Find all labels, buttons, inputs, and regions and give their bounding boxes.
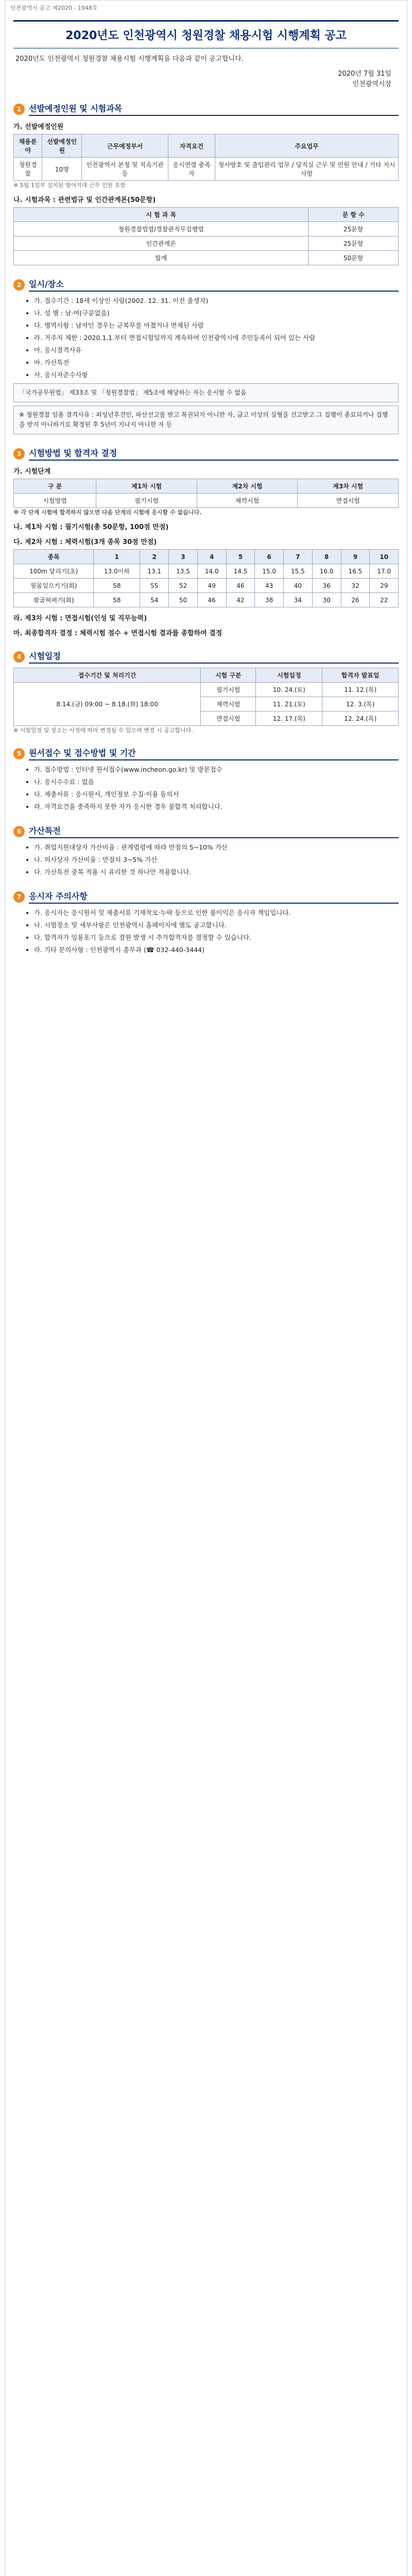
table-cell: 32 — [341, 579, 370, 593]
subheading: 라. 제3차 시험 : 면접시험(인성 및 직무능력) — [13, 615, 147, 622]
table-cell: 10. 24.(토) — [256, 683, 322, 697]
section-number: 1 — [13, 104, 25, 115]
col-header: 제1차 시험 — [96, 479, 197, 494]
notice-number: 인천광역시 공고 제2020 - 1948호 — [10, 5, 98, 11]
section-header — [13, 890, 399, 904]
col-header: 구 분 — [14, 479, 96, 494]
col-header: 9 — [341, 550, 370, 564]
table-cell: 13.1 — [140, 564, 169, 579]
table-cell: 16.0 — [312, 564, 341, 579]
list-item: • 라. 자격요건을 충족하지 못한 자가 응시한 경우 불합격 처리합니다. — [34, 802, 399, 812]
col-header: 시험일정 — [256, 668, 322, 683]
col-header: 접수기간 및 처리기간 — [14, 668, 201, 683]
application-list — [13, 765, 399, 812]
section-title: 응시자 주의사항 — [29, 890, 399, 904]
col-header: 자격요건 — [168, 134, 215, 158]
table-cell: 52 — [169, 579, 198, 593]
list-item: • 가. 응시자는 응시원서 및 제출서류 기재착오·누락 등으로 인한 불이익은 응시자 책임입니다. — [34, 908, 399, 918]
col-header: 2 — [140, 550, 169, 564]
section-5 — [13, 747, 399, 812]
table-cell: 11. 21.(토) — [256, 697, 322, 711]
col-header: 8 — [312, 550, 341, 564]
col-header: 문 항 수 — [308, 208, 399, 222]
intro-text: 2020년도 인천광역시 청원경찰 채용시험 시행계획을 다음과 같이 공고합니다. — [15, 55, 244, 63]
table-cell: 청원경찰 — [14, 158, 42, 181]
schedule-table — [13, 668, 399, 726]
table-cell: 54 — [140, 593, 169, 607]
table-cell: 응시연령 충족자 — [168, 158, 215, 181]
section-title: 시험방법 및 합격자 결정 — [29, 447, 399, 461]
note: ※ 시험일정 및 장소는 사정에 따라 변경될 수 있으며 변경 시 공고합니다. — [13, 727, 193, 734]
section-header — [13, 278, 399, 292]
caution-list — [13, 908, 399, 955]
table-cell: 25문항 — [308, 222, 399, 236]
table-cell: 38 — [255, 593, 284, 607]
recruit-table — [13, 134, 399, 181]
table-cell: 인간관계론 — [14, 236, 308, 251]
table-cell: 30 — [312, 593, 341, 607]
col-header: 시 험 과 목 — [14, 208, 308, 222]
issue-date: 2020년 7월 31일 — [338, 70, 391, 78]
section-number: 7 — [13, 891, 25, 903]
section-title: 선발예정인원 및 시험과목 — [29, 102, 399, 116]
table-cell: 49 — [197, 579, 226, 593]
subheading: 가. 시험단계 — [13, 468, 51, 476]
section-2 — [13, 278, 399, 434]
list-item: • 라. 기타 문의사항 : 인천광역시 총무과 (☎ 032-440-3444) — [34, 945, 399, 955]
col-header: 채용분야 — [14, 134, 42, 158]
table-cell: 17.0 — [370, 564, 399, 579]
col-header: 1 — [94, 550, 140, 564]
col-header: 10 — [370, 550, 399, 564]
section-number: 6 — [13, 826, 25, 837]
table-cell: 46 — [197, 593, 226, 607]
table-cell: 12. 24.(목) — [322, 711, 399, 726]
list-item: • 나. 시험장소 및 세부사항은 인천광역시 홈페이지에 별도 공고합니다. — [34, 920, 399, 930]
col-header: 5 — [226, 550, 255, 564]
list-item: • 다. 합격자가 임용포기 등으로 결원 발생 시 추가합격자를 결정할 수 있습니다. — [34, 933, 399, 943]
table-cell: 16.5 — [341, 564, 370, 579]
col-header: 제3차 시험 — [298, 479, 399, 494]
section-header — [13, 650, 399, 664]
col-header: 3 — [169, 550, 198, 564]
table-cell: 29 — [370, 579, 399, 593]
col-header: 4 — [197, 550, 226, 564]
col-header: 종목 — [14, 550, 94, 564]
col-header: 주요업무 — [215, 134, 399, 158]
table-cell: 50 — [169, 593, 198, 607]
table-cell: 청원경찰법령/경찰관직무집행법 — [14, 222, 308, 236]
table-cell: 55 — [140, 579, 169, 593]
col-header: 6 — [255, 550, 284, 564]
subheading: 나. 시험과목 : 관련법규 및 인간관계론(50문항) — [13, 196, 156, 204]
table-cell: 43 — [255, 579, 284, 593]
table-cell: 12. 17.(목) — [256, 711, 322, 726]
section-header — [13, 102, 399, 116]
table-cell: 14.5 — [226, 564, 255, 579]
section-7 — [13, 890, 399, 955]
table-cell: 13.5 — [169, 564, 198, 579]
section-number: 2 — [13, 279, 25, 291]
col-header: 시험 구분 — [201, 668, 256, 683]
disqualification-box: 「국가공무원법」 제33조 및 「청원경찰법」 제5조에 해당하는 자는 응시할 수 없음 — [13, 383, 399, 402]
exam-stage-table — [13, 479, 399, 508]
subjects-table — [13, 207, 399, 265]
fitness-table — [13, 549, 399, 607]
table-cell: 13.0이하 — [94, 564, 140, 579]
table-cell: 46 — [226, 579, 255, 593]
table-cell: 면접시험 — [298, 494, 399, 508]
table-cell: 58 — [94, 593, 140, 607]
table-cell: 11. 12.(목) — [322, 683, 399, 697]
table-cell: 36 — [312, 579, 341, 593]
table-cell: 40 — [284, 579, 313, 593]
bonus-list — [13, 842, 399, 877]
col-header: 선발예정인원 — [42, 134, 82, 158]
section-number: 3 — [13, 448, 25, 460]
list-item: • 마. 응시결격사유 — [34, 345, 399, 355]
note: ※ 각 단계 시험에 합격하지 않으면 다음 단계의 시험에 응시할 수 없습니다. — [13, 509, 202, 516]
table-cell: 윗몸일으키기(회) — [14, 579, 94, 593]
table-cell: 42 — [226, 593, 255, 607]
qualification-list — [13, 296, 399, 380]
col-header: 합격자 발표일 — [322, 668, 399, 683]
disqualification-detail: ※ 청원경찰 임용 결격사유 : 피성년후견인, 파산선고를 받고 복권되지 아니한 자, 금고 이상의 실형을 선고받고 그 집행이 종료되거나 집행을 받지 아니하기로 확정된 후 5년이 지나지 아니한 자 등 — [13, 405, 399, 434]
section-header — [13, 824, 399, 838]
list-item: • 사. 응시자준수사항 — [34, 370, 399, 380]
list-item: • 가. 접수기간 : 18세 이상인 사람(2002. 12. 31. 이전 출생자) — [34, 296, 399, 306]
table-cell: 50문항 — [308, 251, 399, 265]
col-header: 7 — [284, 550, 313, 564]
list-item: • 다. 가산특전 중복 적용 시 유리한 것 하나만 적용합니다. — [34, 867, 399, 877]
list-item: • 나. 성 별 : 남·여(구분없음) — [34, 308, 399, 318]
section-header — [13, 747, 399, 760]
issue-date-block — [21, 69, 391, 90]
table-cell: 25문항 — [308, 236, 399, 251]
table-cell: 시험방법 — [14, 494, 96, 508]
subheading: 나. 제1차 시험 : 필기시험(총 50문항, 100점 만점) — [13, 523, 169, 531]
table-cell: 100m 달리기(초) — [14, 564, 94, 579]
section-number: 4 — [13, 651, 25, 663]
table-cell: 14.0 — [197, 564, 226, 579]
table-cell: 청사방호 및 출입관리 업무 / 당직실 근무 및 민원 안내 / 기타 지시사항 — [215, 158, 399, 181]
section-title: 가산특전 — [29, 824, 399, 838]
table-cell: 인천광역시 본청 및 직속기관 등 — [82, 158, 168, 181]
section-1 — [13, 102, 399, 265]
table-cell: 8.14.(금) 09:00 ~ 8.18.(화) 18:00 — [14, 683, 201, 726]
table-cell: 체력시험 — [197, 494, 298, 508]
page — [5, 0, 407, 2576]
list-item: • 라. 거주지 제한 : 2020.1.1.부터 면접시험일까지 계속하여 인천광역시에 주민등록이 되어 있는 사람 — [34, 333, 399, 343]
list-item: • 나. 응시수수료 : 없음 — [34, 777, 399, 787]
table-cell: 15.0 — [255, 564, 284, 579]
list-item: • 다. 제출서류 : 응시원서, 개인정보 수집·이용 동의서 — [34, 789, 399, 800]
col-header: 제2차 시험 — [197, 479, 298, 494]
subheading: 가. 선발예정인원 — [13, 123, 64, 131]
table-cell: 면접시험 — [201, 711, 256, 726]
section-header — [13, 447, 399, 461]
section-title: 시험일정 — [29, 650, 399, 664]
section-4 — [13, 650, 399, 734]
table-cell: 34 — [284, 593, 313, 607]
note: ※ 5월 1일부 설치된 방어지대 근무 인원 포함 — [13, 182, 126, 189]
list-item: • 나. 의사상자 가산비율 : 만점의 3~5% 가산 — [34, 855, 399, 865]
table-cell: 체력시험 — [201, 697, 256, 711]
col-header: 근무예정부서 — [82, 134, 168, 158]
subheading: 마. 최종합격자 결정 : 체력시험 점수 + 면접시험 결과를 종합하여 결정 — [13, 630, 222, 637]
table-cell: 22 — [370, 593, 399, 607]
table-cell: 12. 3.(목) — [322, 697, 399, 711]
section-title: 원서접수 및 접수방법 및 기간 — [29, 747, 399, 760]
issuer: 인천광역시장 — [352, 80, 391, 88]
table-cell: 10명 — [42, 158, 82, 181]
subheading: 다. 제2차 시험 : 체력시험(3개 종목 30점 만점) — [13, 538, 157, 546]
list-item: • 가. 취업지원대상자 가산비율 : 관계법령에 따라 만점의 5~10% 가산 — [34, 842, 399, 853]
page-title: 2020년도 인천광역시 청원경찰 채용시험 시행계획 공고 — [13, 20, 399, 48]
list-item: • 가. 접수방법 : 인터넷 원서접수(www.incheon.go.kr) 및 방문접수 — [34, 765, 399, 775]
table-cell: 26 — [341, 593, 370, 607]
table-cell: 58 — [94, 579, 140, 593]
table-cell: 필기시험 — [96, 494, 197, 508]
table-cell: 15.5 — [284, 564, 313, 579]
section-title: 일시/장소 — [29, 278, 399, 292]
table-cell: 합계 — [14, 251, 308, 265]
list-item: • 바. 가산특전 — [34, 358, 399, 368]
section-3 — [13, 447, 399, 637]
table-cell: 필기시험 — [201, 683, 256, 697]
list-item: • 다. 병역사항 : 남자인 경우는 군복무를 마쳤거나 면제된 사람 — [34, 320, 399, 331]
section-6 — [13, 824, 399, 877]
table-cell: 팔굽혀펴기(회) — [14, 593, 94, 607]
section-number: 5 — [13, 748, 25, 759]
